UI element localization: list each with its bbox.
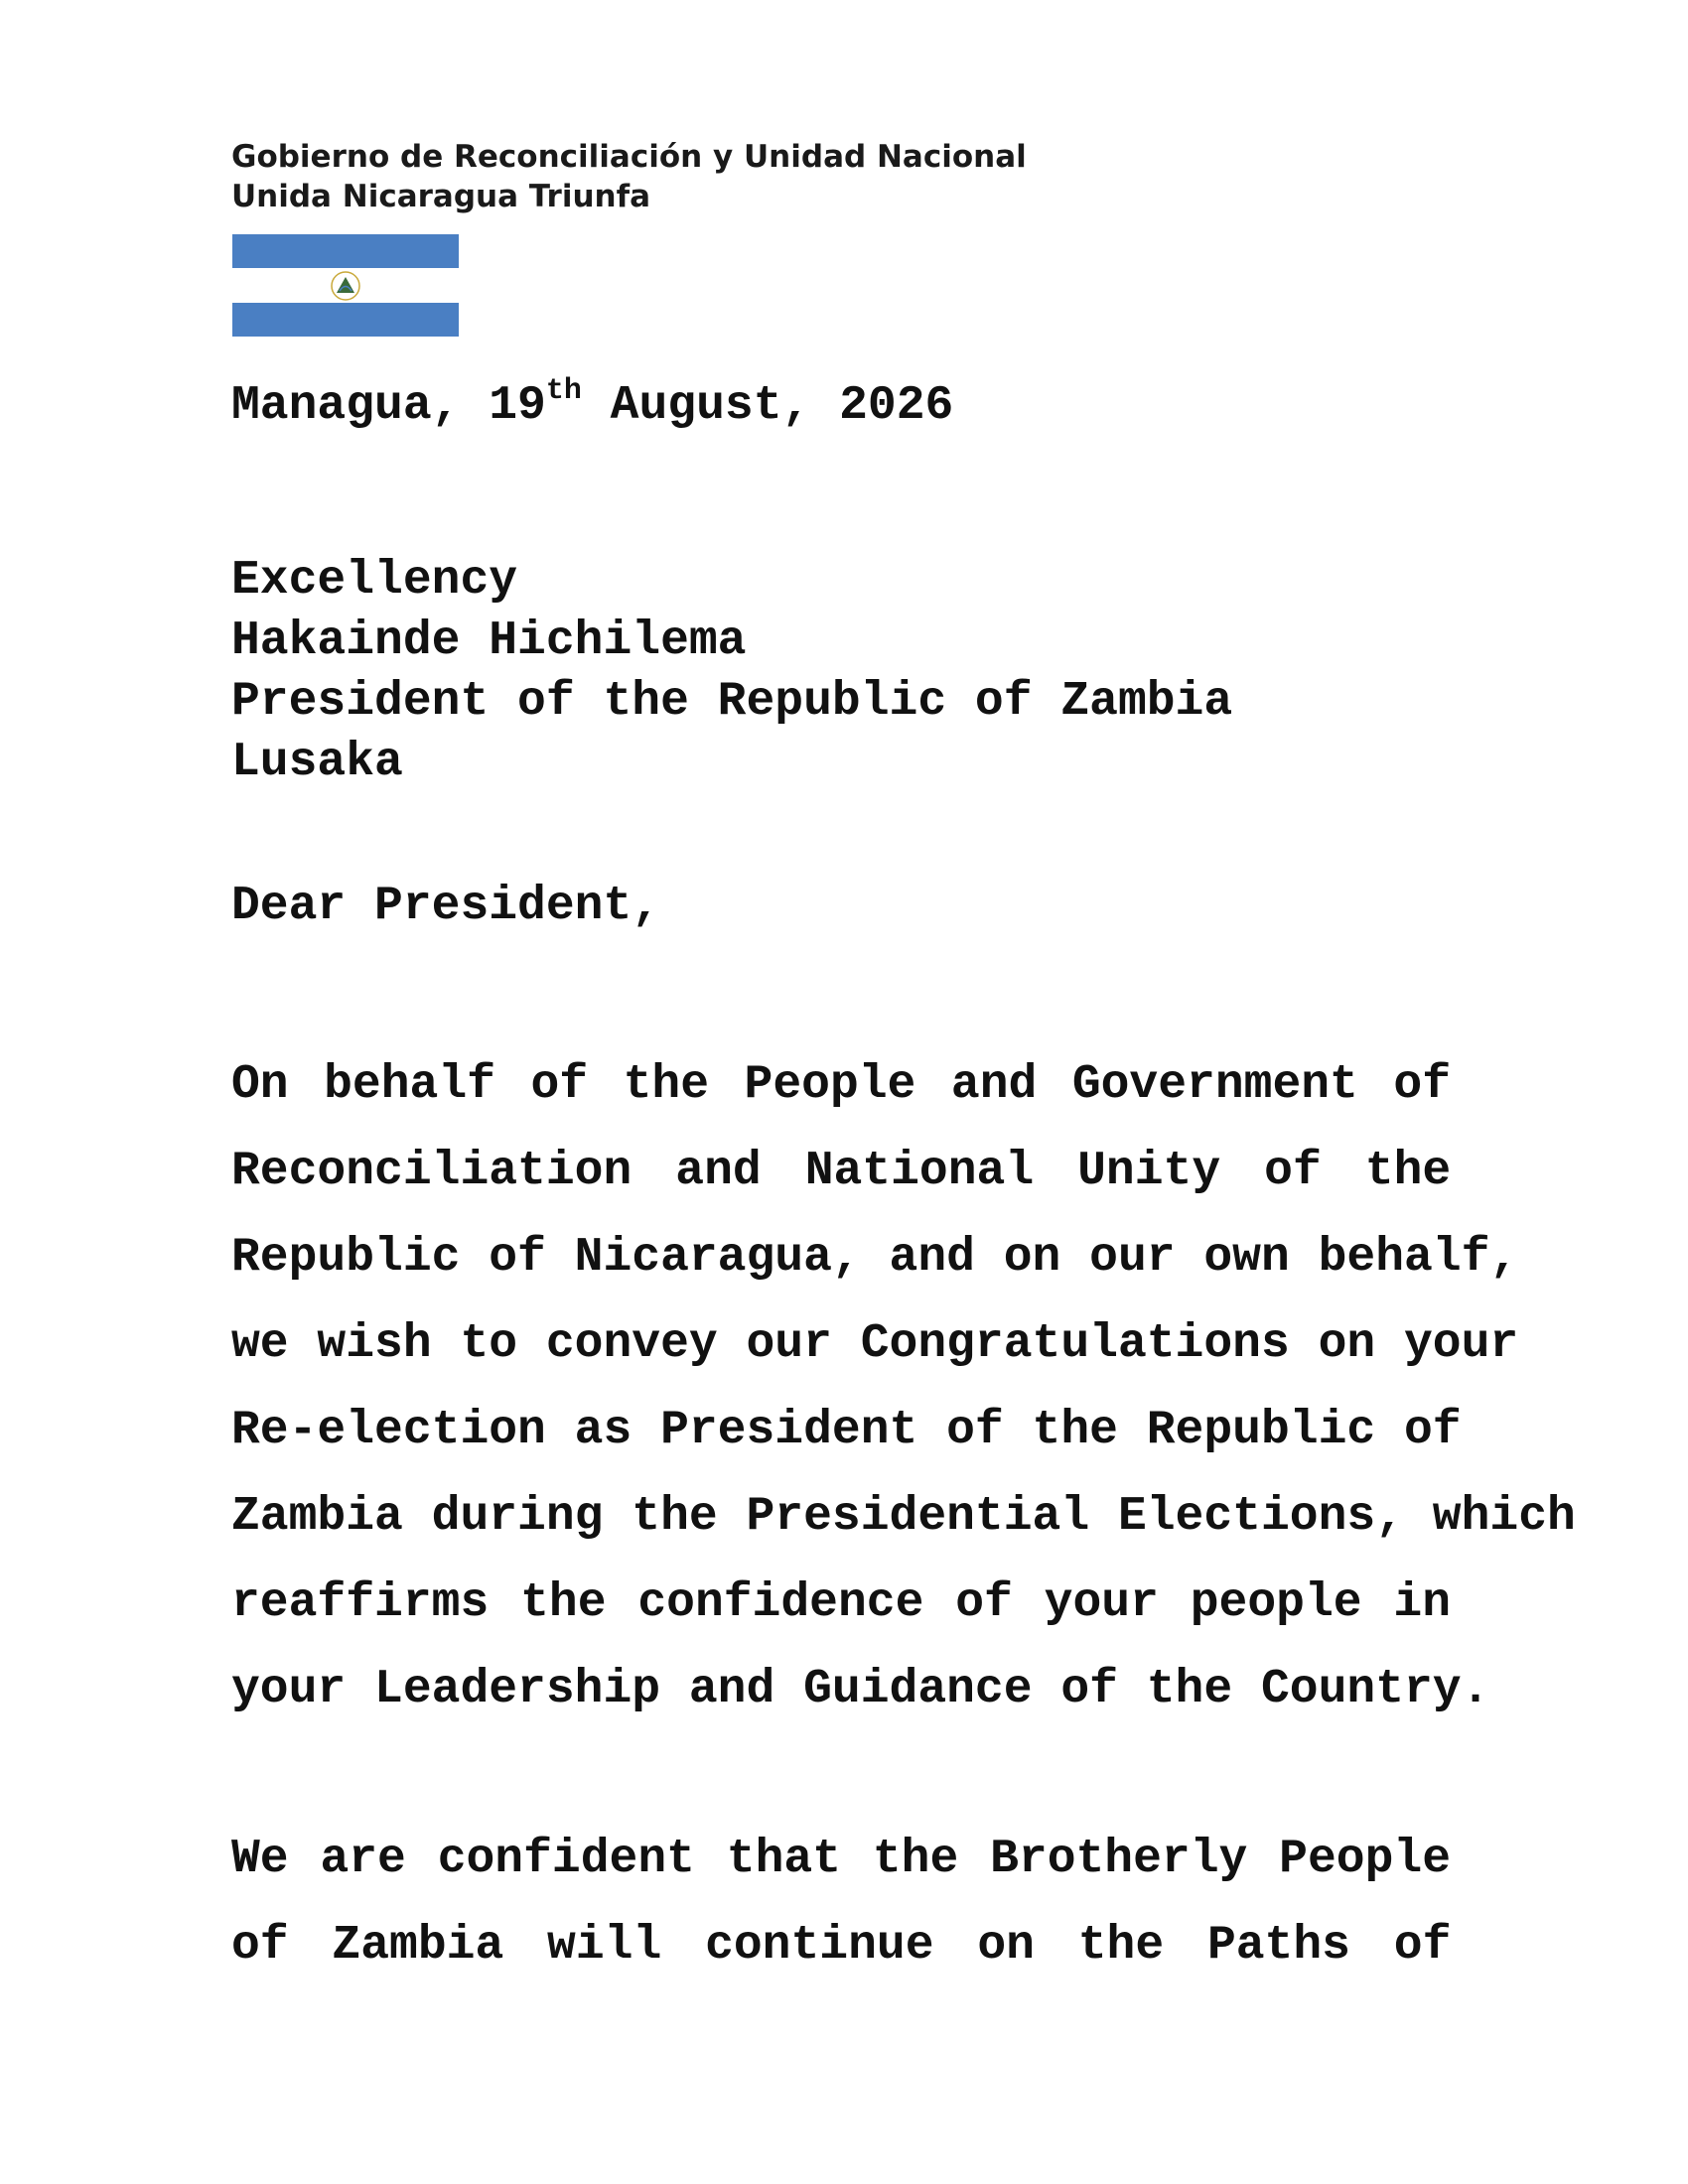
paragraph-line: reaffirms the confidence of your people in xyxy=(231,1576,1451,1630)
paragraph-line: Reconciliation and National Unity of the xyxy=(231,1145,1452,1198)
recipient-name: Hakainde Hichilema xyxy=(231,614,747,668)
recipient-position: President of the Republic of Zambia xyxy=(231,675,1233,729)
paragraph-line: We are confident that the Brotherly People xyxy=(231,1833,1451,1886)
paragraph-line: your Leadership and Guidance of the Country. xyxy=(231,1663,1490,1716)
date-day: Managua, 19 xyxy=(231,379,546,433)
body-paragraph-2 xyxy=(231,1817,1451,1989)
salutation: Dear President, xyxy=(231,880,661,933)
paragraph-line: On behalf of the People and Government of xyxy=(231,1058,1451,1112)
date-month-year: August, 2026 xyxy=(581,379,954,433)
paragraph-line: we wish to convey our Congratulations on your xyxy=(231,1317,1519,1371)
date-ordinal-suffix: th xyxy=(545,374,582,408)
letterhead-slogan: Unida Nicaragua Triunfa xyxy=(231,179,651,214)
letterhead xyxy=(231,137,1027,216)
recipient-city: Lusaka xyxy=(231,736,403,789)
letterhead-government-name: Gobierno de Reconciliación y Unidad Nacional xyxy=(231,139,1027,175)
paragraph-line: Republic of Nicaragua, and on our own behalf, xyxy=(231,1231,1519,1285)
paragraph-line: Zambia during the Presidential Elections, which xyxy=(231,1490,1576,1544)
body-paragraph-1 xyxy=(231,1042,1576,1733)
recipient-title: Excellency xyxy=(231,554,518,608)
paragraph-line: of Zambia will continue on the Paths of xyxy=(231,1919,1452,1973)
nicaragua-flag-icon xyxy=(232,234,459,337)
recipient-block xyxy=(231,551,1232,793)
paragraph-line: Re-election as President of the Republic of xyxy=(231,1404,1462,1457)
letter-date xyxy=(231,374,954,435)
